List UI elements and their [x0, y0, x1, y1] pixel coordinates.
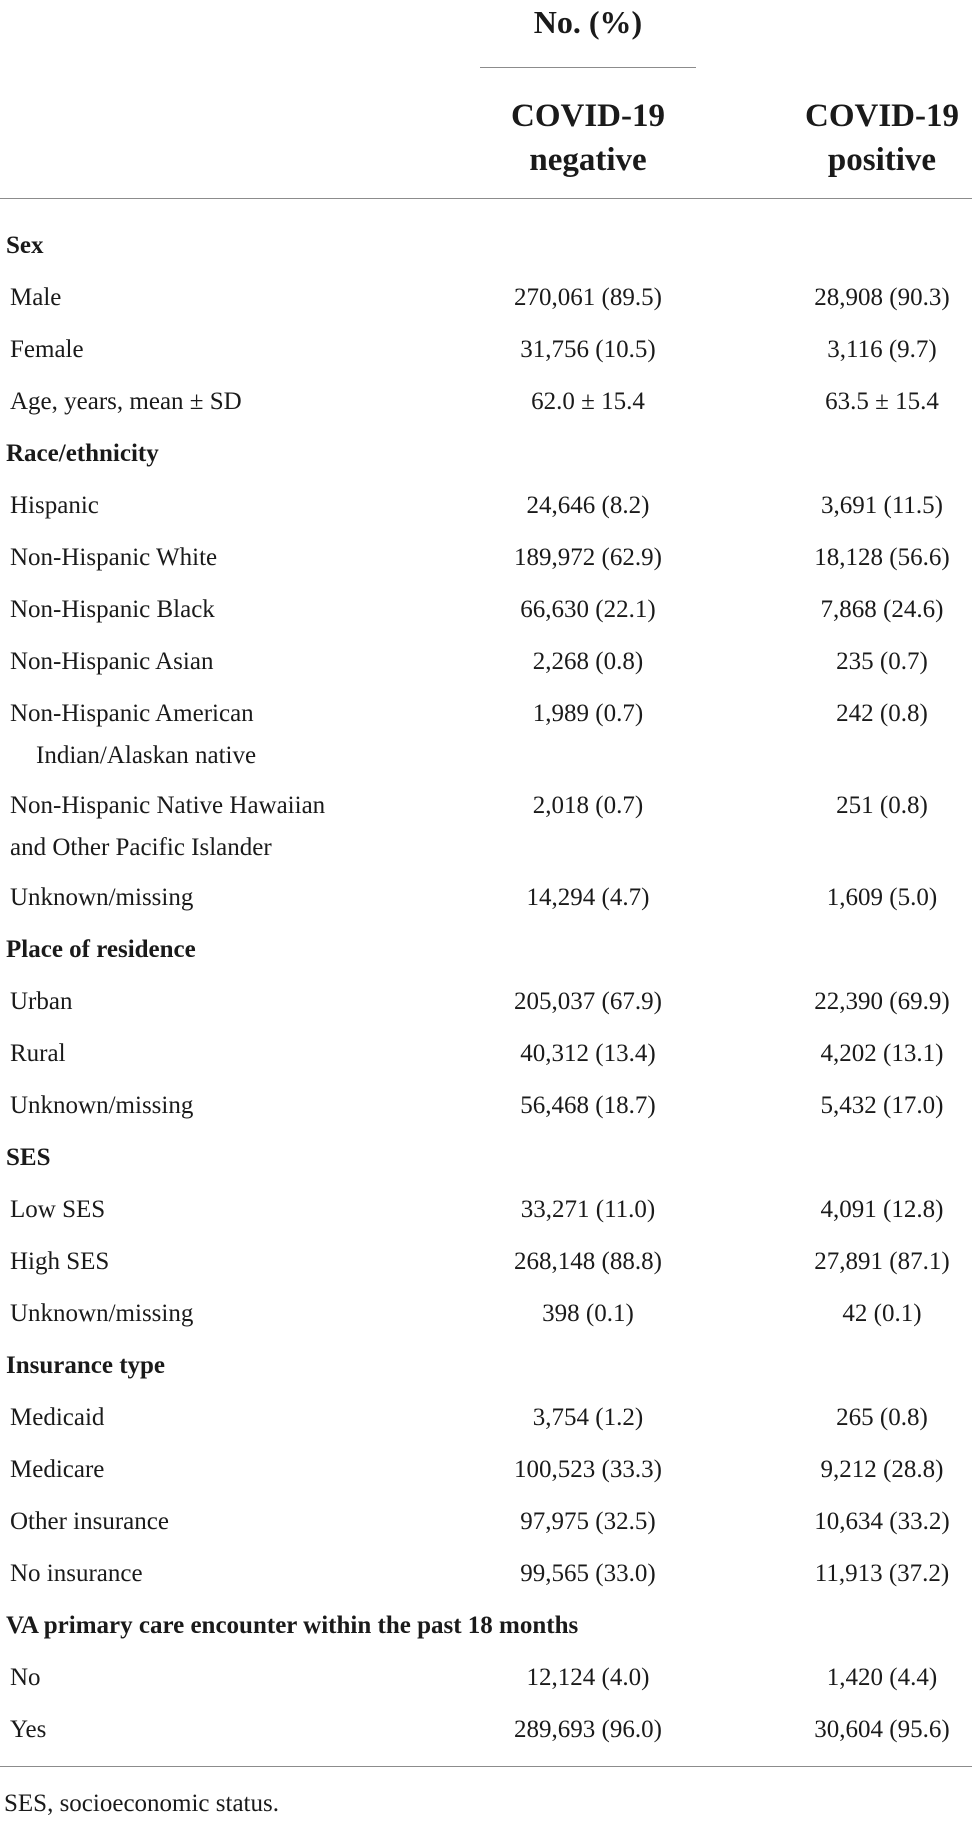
table-row	[0, 381, 972, 433]
cell-covid-positive: 4,202 (13.1)	[820, 1040, 944, 1067]
cell-covid-positive: 22,390 (69.9)	[814, 988, 950, 1015]
cell-covid-negative: 97,975 (32.5)	[520, 1508, 656, 1535]
cell-covid-positive: 5,432 (17.0)	[820, 1092, 944, 1119]
cell-covid-positive: 4,091 (12.8)	[820, 1196, 944, 1223]
cell-covid-positive: 242 (0.8)	[836, 700, 928, 727]
row-label: Unknown/missing	[10, 1092, 194, 1119]
section-header-row	[0, 433, 972, 485]
table-row	[0, 1449, 972, 1501]
cell-covid-negative: 189,972 (62.9)	[514, 544, 662, 571]
row-label-line1: Non-Hispanic American	[10, 700, 254, 727]
cell-covid-negative: 14,294 (4.7)	[526, 884, 650, 911]
cell-covid-positive: 3,691 (11.5)	[821, 492, 943, 519]
table-row	[0, 981, 972, 1033]
cell-covid-positive: 9,212 (28.8)	[820, 1456, 944, 1483]
cell-covid-negative: 12,124 (4.0)	[526, 1664, 650, 1691]
row-label-line1: Non-Hispanic Native Hawaiian	[10, 792, 326, 819]
cell-covid-negative: 268,148 (88.8)	[514, 1248, 662, 1275]
table-row	[0, 1709, 972, 1761]
row-label	[10, 785, 430, 869]
table-row	[0, 1293, 972, 1345]
row-label: Yes	[10, 1716, 47, 1743]
section-label: Place of residence	[6, 936, 196, 963]
cell-covid-positive: 30,604 (95.6)	[814, 1716, 950, 1743]
footer-divider	[0, 1766, 972, 1767]
row-label: Non-Hispanic Black	[10, 596, 215, 623]
cell-covid-negative: 398 (0.1)	[542, 1300, 634, 1327]
table-body	[0, 225, 972, 1761]
row-label: Other insurance	[10, 1508, 169, 1535]
cell-covid-positive: 63.5 ± 15.4	[825, 388, 939, 415]
table-row	[0, 693, 972, 785]
cell-covid-negative: 62.0 ± 15.4	[531, 388, 645, 415]
cell-covid-positive: 265 (0.8)	[836, 1404, 928, 1431]
cell-covid-positive: 18,128 (56.6)	[814, 544, 950, 571]
header-divider	[0, 198, 972, 199]
table-footnote: SES, socioeconomic status.	[4, 1790, 279, 1817]
cell-covid-positive: 7,868 (24.6)	[820, 596, 944, 623]
row-label: Medicaid	[10, 1404, 105, 1431]
table-row	[0, 1241, 972, 1293]
row-label: Rural	[10, 1040, 66, 1067]
cell-covid-positive: 11,913 (37.2)	[814, 1560, 950, 1587]
table-row	[0, 329, 972, 381]
row-label	[10, 693, 430, 777]
column-header-positive-line1: COVID-19	[805, 98, 959, 134]
section-header-row	[0, 1345, 972, 1397]
section-label: Sex	[6, 232, 44, 259]
section-label: Insurance type	[6, 1352, 166, 1379]
table-row	[0, 277, 972, 329]
row-label: Urban	[10, 988, 73, 1015]
section-header-row	[0, 1137, 972, 1189]
row-label: Medicare	[10, 1456, 105, 1483]
section-header-row	[0, 225, 972, 277]
row-label-line2: Indian/Alaskan native	[36, 742, 257, 769]
row-label: Non-Hispanic Asian	[10, 648, 214, 675]
cell-covid-negative: 3,754 (1.2)	[532, 1404, 644, 1431]
cell-covid-negative: 1,989 (0.7)	[532, 700, 644, 727]
cell-covid-positive: 27,891 (87.1)	[814, 1248, 950, 1275]
cell-covid-positive: 28,908 (90.3)	[814, 284, 950, 311]
cell-covid-negative: 31,756 (10.5)	[520, 336, 656, 363]
cell-covid-positive: 3,116 (9.7)	[827, 336, 937, 363]
row-label: Low SES	[10, 1196, 106, 1223]
cell-covid-negative: 99,565 (33.0)	[520, 1560, 656, 1587]
cell-covid-negative: 40,312 (13.4)	[520, 1040, 656, 1067]
row-label: High SES	[10, 1248, 110, 1275]
cell-covid-negative: 33,271 (11.0)	[520, 1196, 656, 1223]
column-header-positive-line2: positive	[827, 142, 937, 178]
table-row	[0, 641, 972, 693]
table-row	[0, 1501, 972, 1553]
section-label: SES	[6, 1144, 51, 1171]
section-header-row	[0, 929, 972, 981]
cell-covid-negative: 100,523 (33.3)	[514, 1456, 662, 1483]
column-header-negative-line2: negative	[529, 142, 647, 178]
row-label: No insurance	[10, 1560, 143, 1587]
group-header-rule	[480, 67, 696, 68]
row-label-line2: and Other Pacific Islander	[10, 834, 272, 861]
cell-covid-negative: 289,693 (96.0)	[514, 1716, 662, 1743]
table-row	[0, 485, 972, 537]
table-row	[0, 1085, 972, 1137]
table-row	[0, 785, 972, 877]
cell-covid-negative: 2,268 (0.8)	[532, 648, 644, 675]
group-header	[480, 0, 696, 70]
row-label: Unknown/missing	[10, 1300, 194, 1327]
row-label: Male	[10, 284, 62, 311]
row-label: No	[10, 1664, 41, 1691]
cell-covid-negative: 2,018 (0.7)	[532, 792, 644, 819]
column-header-negative	[458, 94, 718, 182]
section-label: VA primary care encounter within the past 18 months	[6, 1612, 579, 1639]
table-row	[0, 1397, 972, 1449]
row-label: Hispanic	[10, 492, 99, 519]
cell-covid-positive: 10,634 (33.2)	[814, 1508, 950, 1535]
section-label: Race/ethnicity	[6, 440, 159, 467]
table-row	[0, 877, 972, 929]
cell-covid-positive: 235 (0.7)	[836, 648, 928, 675]
cell-covid-positive: 1,420 (4.4)	[826, 1664, 938, 1691]
row-label: Female	[10, 336, 84, 363]
row-label: Age, years, mean ± SD	[10, 388, 242, 415]
section-header-row	[0, 1605, 972, 1657]
cell-covid-negative: 56,468 (18.7)	[520, 1092, 656, 1119]
group-header-label: No. (%)	[533, 4, 643, 40]
column-header-positive	[752, 94, 972, 182]
row-label: Unknown/missing	[10, 884, 194, 911]
table-row	[0, 1657, 972, 1709]
cell-covid-negative: 24,646 (8.2)	[526, 492, 650, 519]
table-row	[0, 1033, 972, 1085]
cell-covid-negative: 66,630 (22.1)	[520, 596, 656, 623]
cell-covid-positive: 251 (0.8)	[836, 792, 928, 819]
cell-covid-positive: 42 (0.1)	[842, 1300, 922, 1327]
cell-covid-negative: 205,037 (67.9)	[514, 988, 662, 1015]
table-row	[0, 1553, 972, 1605]
cell-covid-negative: 270,061 (89.5)	[514, 284, 662, 311]
table-row	[0, 1189, 972, 1241]
cell-covid-positive: 1,609 (5.0)	[826, 884, 938, 911]
table-row	[0, 537, 972, 589]
row-label: Non-Hispanic White	[10, 544, 218, 571]
column-header-negative-line1: COVID-19	[511, 98, 665, 134]
table-row	[0, 589, 972, 641]
